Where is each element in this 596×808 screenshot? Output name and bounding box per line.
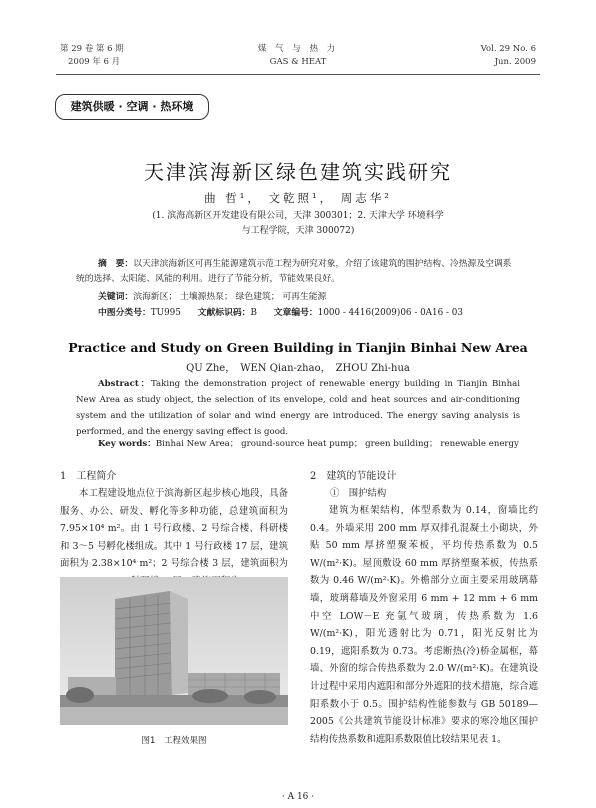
journal-volume: 第 29 卷 第 6 期 xyxy=(60,44,124,54)
paper-title-cn: 天津滨海新区绿色建筑实践研究 xyxy=(144,160,452,184)
article-no-value: 1000 - 4416(2009)06 - 0A16 - 03 xyxy=(317,308,463,318)
volume-en: Vol. 29 No. 6 xyxy=(480,44,536,54)
keywords-cn-text: 滨海新区； 土壤源热泵； 绿色建筑； 可再生能源 xyxy=(133,292,327,302)
section-1-heading: 1 工程简介 xyxy=(60,471,117,482)
clc-label: 中图分类号： xyxy=(98,308,151,318)
keywords-cn xyxy=(98,290,518,305)
section-1-paragraph: 本工程建设地点位于滨海新区起步核心地段，具备服务、办公、研发、孵化等多种功能，总建筑面积为 7.95×10⁴ m²。由 1 号行政楼、2 号综合楼、科研楼和 3～5 号孵化楼组成。其中 1 号行政楼 17 层，建筑面积为 2.38×10⁴ m²；2 号综合楼 3 层，建筑面积为 xyxy=(60,488,288,570)
classification-line xyxy=(98,306,528,321)
date-en: Jun. 2009 xyxy=(494,57,536,67)
abstract-en-text: Taking the demonstration project of renewable energy building in Tianjin Binhai New Area as study object, the selection of its envelope, cold and heat sources and air-conditioning system and the utilization of solar and wind energy are introduced. The energy saving analysis is performed, and the energy saving effect is good. xyxy=(76,379,520,437)
article-no-label: 文章编号： xyxy=(273,308,318,318)
abstract-en-label: Abstract： xyxy=(98,379,151,389)
subsection-envelope-heading: ① 围护结构 xyxy=(330,488,387,499)
journal-date: 2009 年 6 月 xyxy=(68,57,121,67)
keywords-en-text: Binhai New Area； ground-source heat pump； green building； renewable energy xyxy=(155,439,519,449)
journal-name-cn: 煤 气 与 热 力 xyxy=(257,44,339,54)
building-illustration xyxy=(60,577,288,725)
keywords-en xyxy=(98,437,528,451)
keywords-en-label: Key words： xyxy=(98,439,156,449)
paper-title-en: Practice and Study on Green Building in Tianjin Binhai New Area xyxy=(68,340,528,355)
page-number: · A 16 · xyxy=(281,792,315,802)
keywords-cn-label: 关键词： xyxy=(98,292,134,302)
abstract-cn-text: 以天津滨海新区可再生能源建筑示范工程为研究对象，介绍了该建筑的围护结构、冷热源及空调系统的选择、太阳能、风能的利用。进行了节能分析，节能效果良好。 xyxy=(76,259,512,284)
project-rendering-figure xyxy=(60,577,288,725)
authors-cn: 曲 哲¹， 文乾照¹， 周志华² xyxy=(204,191,392,205)
figure-1-caption: 图1 工程效果图 xyxy=(141,736,207,746)
abstract-en xyxy=(76,376,520,440)
affiliation-line-1: (1. 滨海高新区开发建设有限公司，天津 300301；2. 天津大学 环境科学 xyxy=(152,211,444,221)
section-banner: 建筑供暖 · 空调 · 热环境 xyxy=(55,94,209,120)
abstract-cn-label: 摘 要： xyxy=(98,259,134,269)
abstract-cn xyxy=(76,257,520,287)
header-divider xyxy=(56,74,540,75)
clc-value: TU995 xyxy=(150,308,181,318)
doc-code-value: B xyxy=(250,308,257,318)
doc-code-label: 文献标识码： xyxy=(197,308,251,318)
journal-name-en: GAS & HEAT xyxy=(269,57,327,67)
authors-en: QU Zhe， WEN Qian-zhao， ZHOU Zhi-hua xyxy=(186,363,410,374)
affiliation-line-2: 与工程学院，天津 300072) xyxy=(241,226,355,236)
section-2-paragraph: 建筑为框架结构，体型系数为 0.14，窗墙比约 0.4。外墙采用 200 mm 厚双排孔混凝土小砌块，外贴 50 mm 厚挤塑聚苯板，平均传热系数为 0.5 W/(m²·K)。屋顶敷设 60 mm 厚挤塑聚苯板，传热系数为 0.46 W/(m²·K)。外檐部分立面主要采用玻璃幕墙，玻璃幕墙及外窗采用 6 mm + 12 mm + 6 mm 中空 LOW－E 充氩气玻璃，传热系数为 1.6 W/(m²·K)，阳光透射比为 0.71，阳光反射比为 0.19，遮阳系数为 0.73。考虑断热(冷)桥金属框，幕墙、外窗的综合传热系数为 2.0 W/(m²·K)。在建筑设计过程中采用内遮阳和部分外遮阳的技术措施，综合遮阳系数小于 0.5。围护结构性能参数与 GB 50189—2005《公共建筑节能设计标准》要求的寒冷地区围护结构传热系数和遮阳系数限值比较结果见表 1。 xyxy=(310,505,538,745)
section-2-heading: 2 建筑的节能设计 xyxy=(310,471,397,482)
